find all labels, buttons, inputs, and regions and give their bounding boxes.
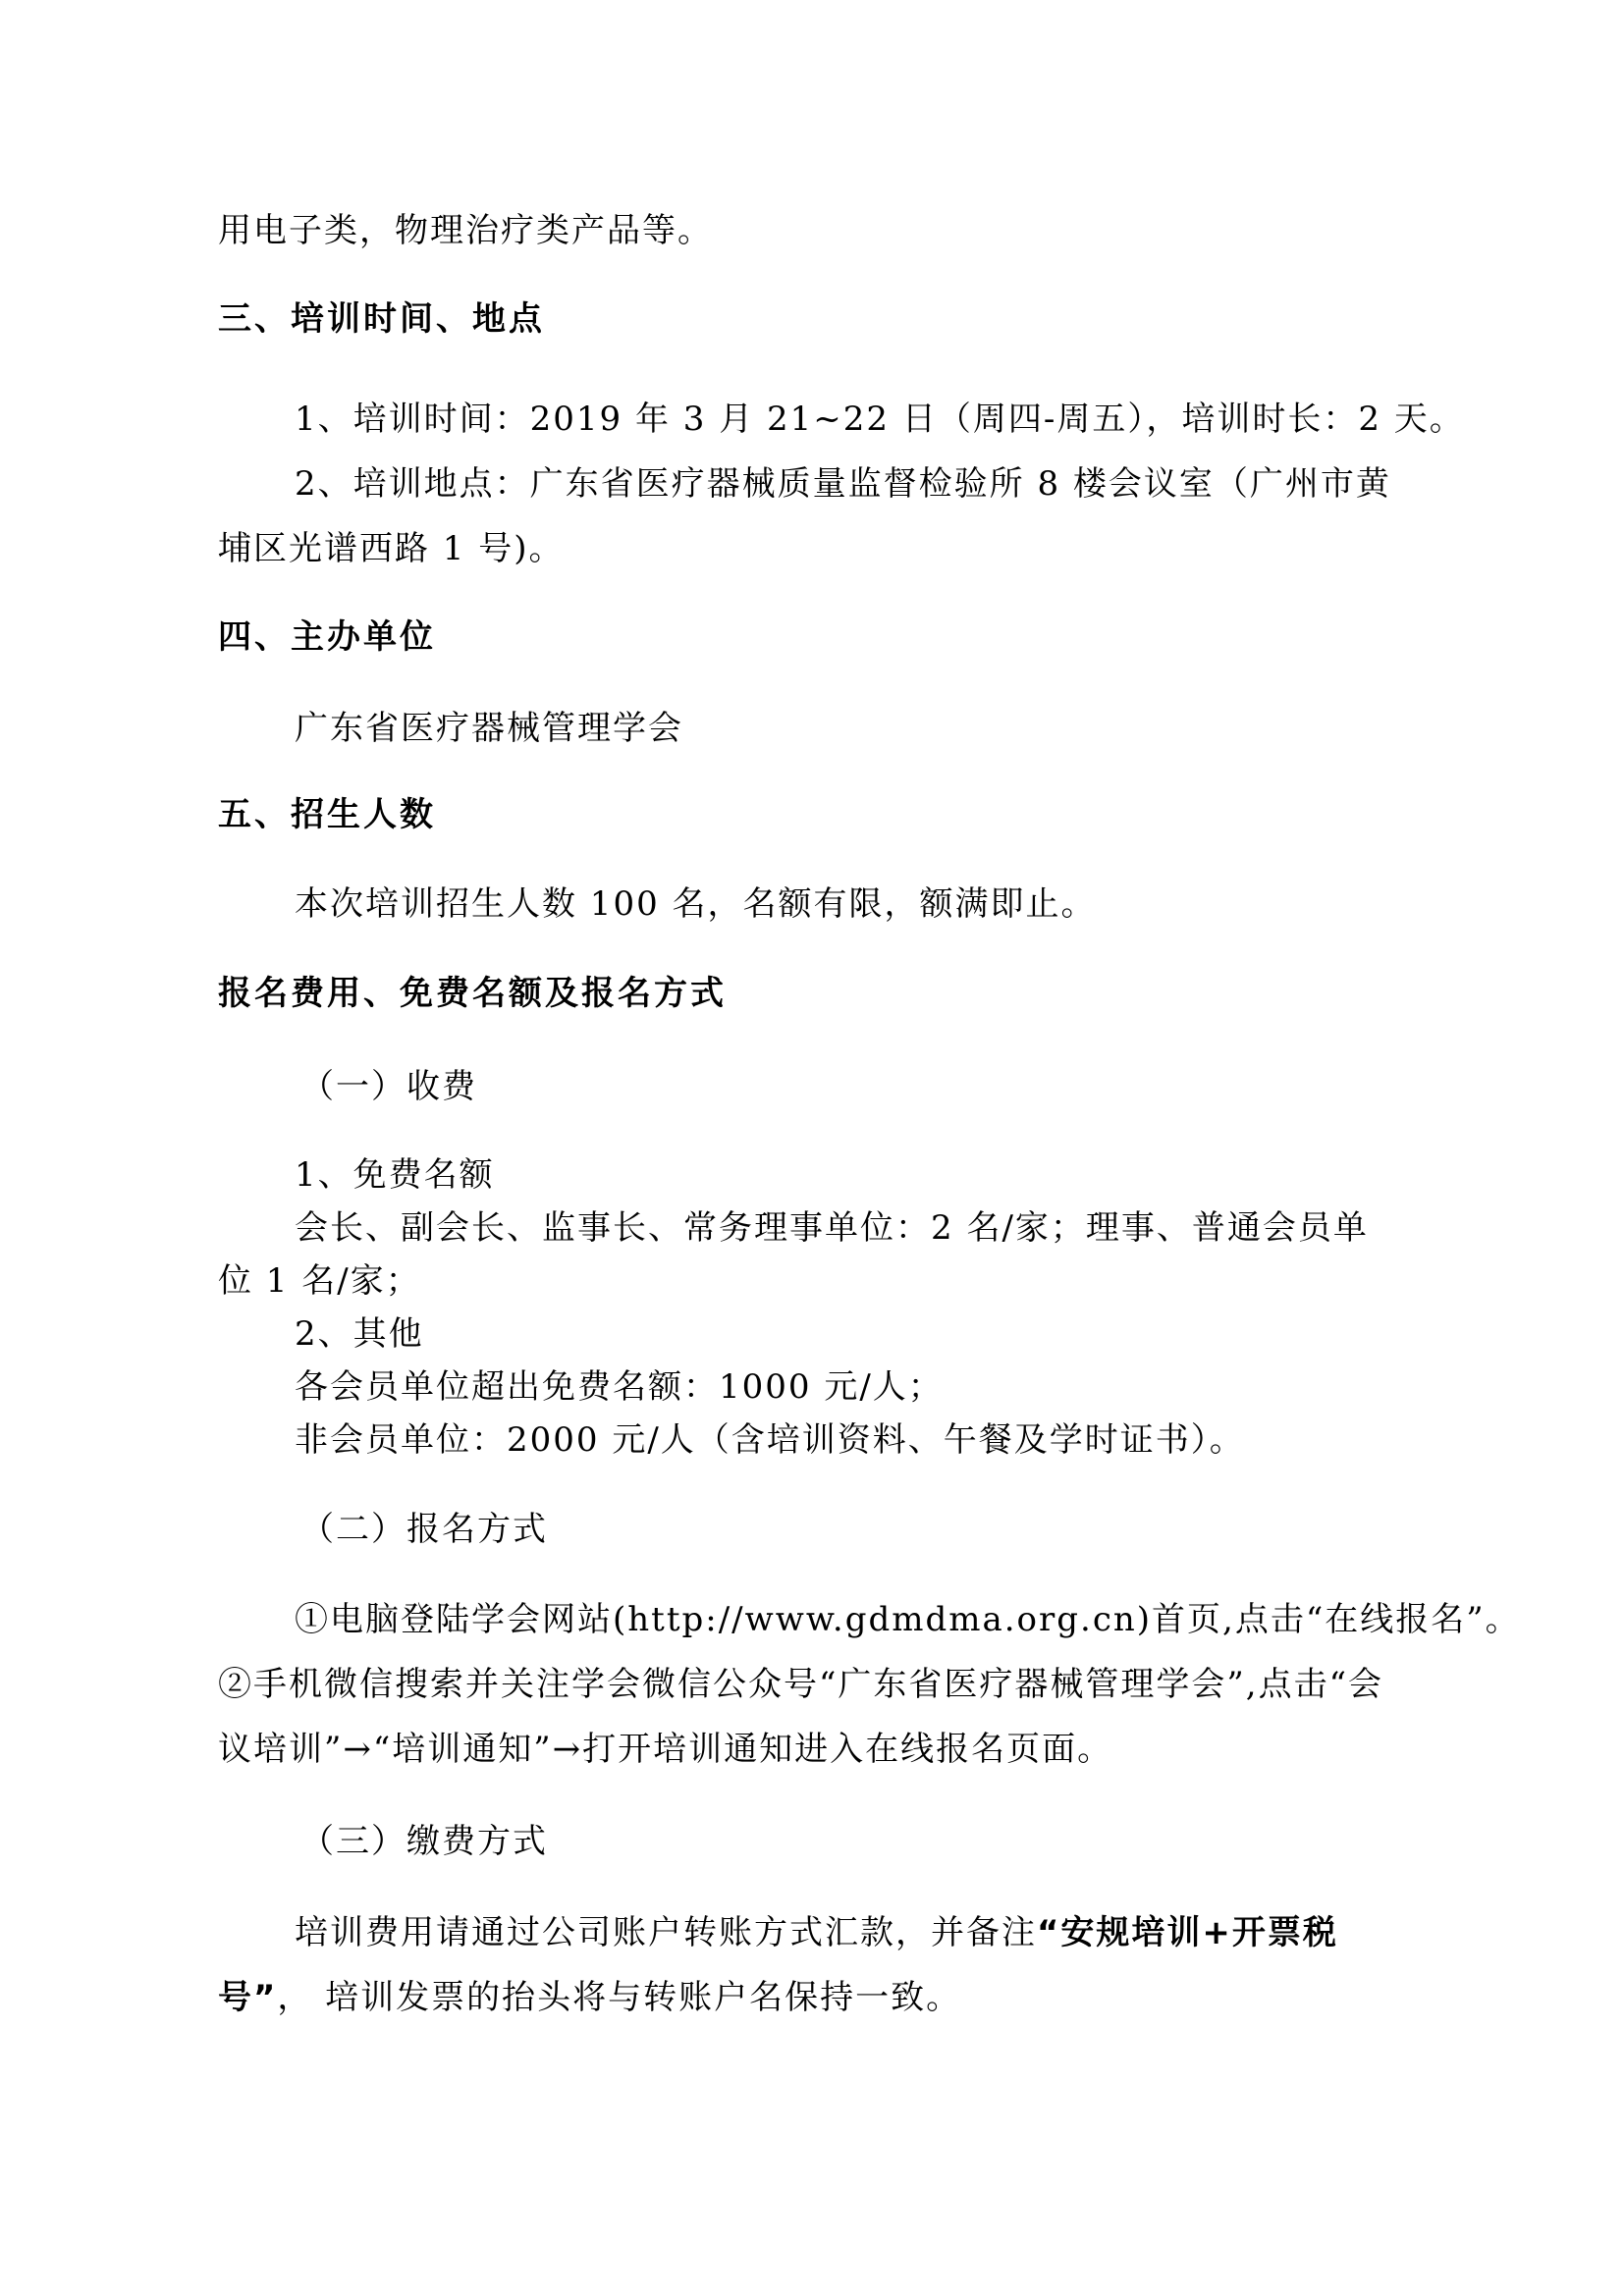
paragraph-continuation: 用电子类，物理治疗类产品等。 xyxy=(218,211,713,250)
subheading-fees: （一）收费 xyxy=(300,1067,477,1106)
subheading-registration: （二）报名方式 xyxy=(300,1510,548,1549)
payment-instruction-line1 xyxy=(295,1911,1338,1954)
payment-remark-bold: “安规培训+开票税 xyxy=(1037,1913,1338,1952)
section-heading-4: 四、主办单位 xyxy=(218,617,436,657)
other-fees-title: 2、其他 xyxy=(295,1314,424,1354)
training-location-line2: 埔区光谱西路 1 号)。 xyxy=(218,529,565,568)
registration-method-web: ①电脑登陆学会网站(http://www.gdmdma.org.cn)首页,点击“在线报名”。 xyxy=(295,1600,1521,1639)
payment-instruction-line2 xyxy=(218,1976,961,2019)
member-fee: 各会员单位超出免费名额：1000 元/人； xyxy=(295,1367,944,1407)
free-quota-line1: 会长、副会长、监事长、常务理事单位：2 名/家；理事、普通会员单 xyxy=(295,1208,1369,1248)
subheading-payment: （三）缴费方式 xyxy=(300,1822,548,1861)
non-member-fee: 非会员单位：2000 元/人（含培训资料、午餐及学时证书）。 xyxy=(295,1420,1245,1460)
free-quota-line2: 位 1 名/家； xyxy=(218,1261,421,1301)
payment-remark-bold-end: 号” xyxy=(218,1978,278,2017)
section-heading-5: 五、招生人数 xyxy=(218,795,436,834)
training-location-line1: 2、培训地点：广东省医疗器械质量监督检验所 8 楼会议室（广州市黄 xyxy=(295,464,1391,504)
registration-method-wechat-line2: 议培训”→“培训通知”→打开培训通知进入在线报名页面。 xyxy=(218,1730,1113,1769)
payment-text: 培训费用请通过公司账户转账方式汇款，并备注 xyxy=(295,1913,1037,1952)
training-time: 1、培训时间：2019 年 3 月 21~22 日（周四-周五），培训时长：2 天。 xyxy=(295,400,1465,439)
enrollment-count: 本次培训招生人数 100 名，名额有限，额满即止。 xyxy=(295,884,1097,924)
organizer-name: 广东省医疗器械管理学会 xyxy=(295,709,683,748)
invoice-note: ， 培训发票的抬头将与转账户名保持一致。 xyxy=(277,1978,962,2017)
section-heading-6: 报名费用、免费名额及报名方式 xyxy=(218,974,727,1013)
free-quota-title: 1、免费名额 xyxy=(295,1155,495,1195)
section-heading-3: 三、培训时间、地点 xyxy=(218,299,545,339)
registration-method-wechat-line1: ②手机微信搜索并关注学会微信公众号“广东省医疗器械管理学会”,点击“会 xyxy=(218,1665,1383,1704)
